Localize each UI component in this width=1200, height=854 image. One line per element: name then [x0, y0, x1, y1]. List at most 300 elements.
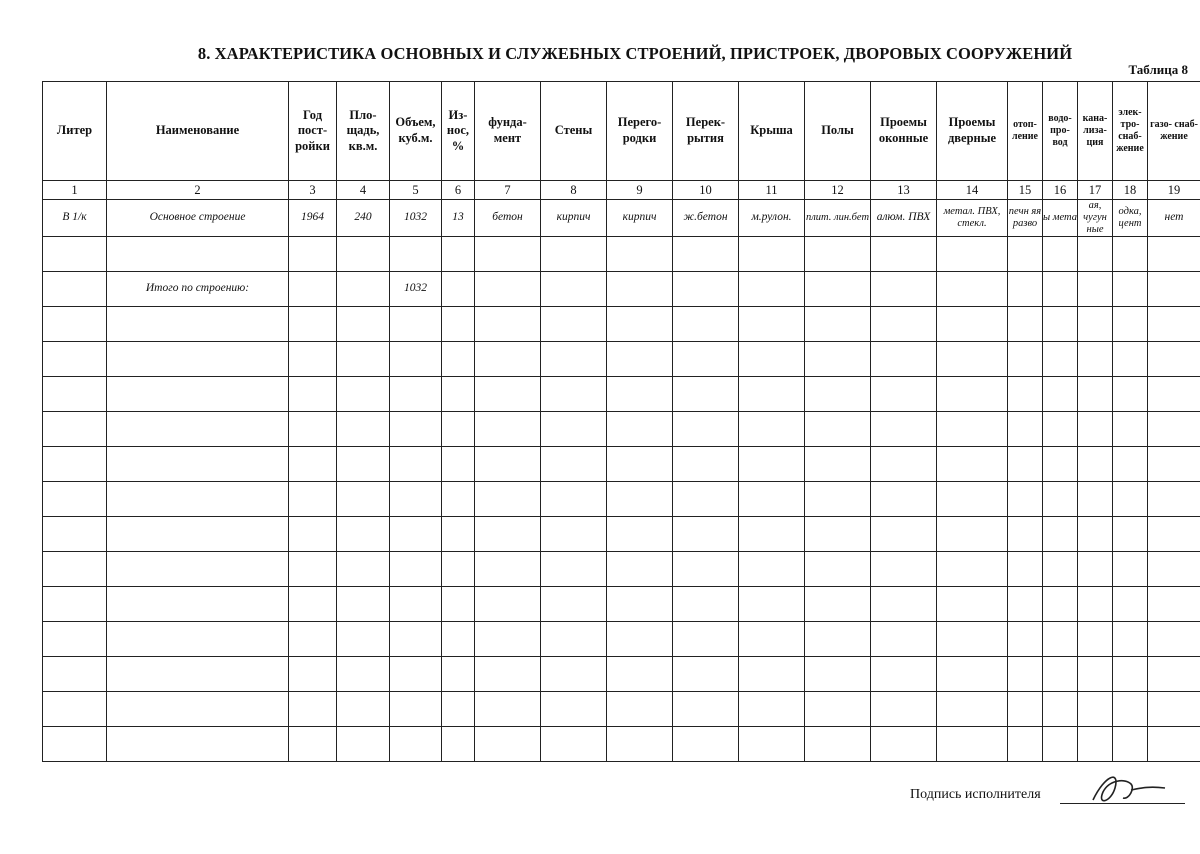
table-cell [1008, 272, 1043, 307]
table-cell [937, 342, 1008, 377]
table-cell [541, 377, 607, 412]
table-cell [289, 552, 337, 587]
column-number: 14 [937, 181, 1008, 200]
table-cell [673, 482, 739, 517]
table-cell [43, 342, 107, 377]
table-cell [1113, 657, 1148, 692]
table-cell [1043, 237, 1078, 272]
table-cell: ы мета [1043, 200, 1078, 237]
column-number: 3 [289, 181, 337, 200]
table-cell [1008, 237, 1043, 272]
table-cell [107, 517, 289, 552]
table-cell [107, 552, 289, 587]
table-cell [43, 622, 107, 657]
table-cell [673, 587, 739, 622]
table-cell [475, 692, 541, 727]
table-cell [541, 517, 607, 552]
table-cell [739, 587, 805, 622]
table-cell [475, 447, 541, 482]
table-cell [337, 552, 390, 587]
table-cell [289, 237, 337, 272]
table-cell [1148, 447, 1200, 482]
table-cell [937, 447, 1008, 482]
table-cell [937, 727, 1008, 762]
column-header: Проемы дверные [937, 82, 1008, 181]
table-cell [607, 622, 673, 657]
table-cell [1043, 657, 1078, 692]
table-cell [937, 482, 1008, 517]
table-row [43, 622, 1200, 657]
table-cell [739, 307, 805, 342]
table-cell [337, 447, 390, 482]
table-row [43, 377, 1200, 412]
table-cell [871, 237, 937, 272]
table-cell [475, 587, 541, 622]
table-cell [1113, 237, 1148, 272]
table-cell [107, 447, 289, 482]
table-cell [871, 377, 937, 412]
column-number: 2 [107, 181, 289, 200]
table-cell: метал. ПВХ, стекл. [937, 200, 1008, 237]
table-cell [871, 552, 937, 587]
column-number: 9 [607, 181, 673, 200]
table-cell [805, 482, 871, 517]
column-header: Перего- родки [607, 82, 673, 181]
table-cell [1113, 552, 1148, 587]
table-cell [1043, 727, 1078, 762]
table-cell [390, 552, 442, 587]
table-cell [607, 727, 673, 762]
table-cell [107, 342, 289, 377]
table-cell [1043, 307, 1078, 342]
table-cell [1043, 692, 1078, 727]
table-cell [1008, 727, 1043, 762]
table-cell [1078, 307, 1113, 342]
column-header: фунда- мент [475, 82, 541, 181]
table-cell [1043, 517, 1078, 552]
table-cell [475, 657, 541, 692]
table-row [43, 727, 1200, 762]
table-cell [607, 237, 673, 272]
table-cell [1113, 692, 1148, 727]
table-cell [1043, 272, 1078, 307]
table-cell [871, 727, 937, 762]
table-cell [289, 482, 337, 517]
table-cell [739, 272, 805, 307]
header-row [43, 82, 1200, 181]
table-cell [805, 237, 871, 272]
table-cell [541, 622, 607, 657]
table-row [43, 342, 1200, 377]
table-cell [871, 307, 937, 342]
table-cell [607, 482, 673, 517]
table-cell [541, 587, 607, 622]
table-cell [107, 587, 289, 622]
column-number: 13 [871, 181, 937, 200]
table-row [43, 447, 1200, 482]
table-cell [289, 657, 337, 692]
table-cell [805, 517, 871, 552]
column-header: Стены [541, 82, 607, 181]
table-cell [1148, 622, 1200, 657]
table-cell: 240 [337, 200, 390, 237]
table-cell [739, 552, 805, 587]
table-row [43, 482, 1200, 517]
column-number: 11 [739, 181, 805, 200]
table-cell [739, 377, 805, 412]
table-cell [1043, 447, 1078, 482]
table-cell [607, 692, 673, 727]
table-cell [673, 447, 739, 482]
table-cell [337, 657, 390, 692]
table-cell [442, 517, 475, 552]
table-row [43, 587, 1200, 622]
table-cell [390, 482, 442, 517]
table-cell: печн яя разво [1008, 200, 1043, 237]
table-cell [1008, 552, 1043, 587]
table-cell [673, 622, 739, 657]
signature-label: Подпись исполнителя [910, 787, 1041, 802]
table-cell: кирпич [541, 200, 607, 237]
table-cell: Итого по строению: [107, 272, 289, 307]
table-cell [1148, 342, 1200, 377]
table-cell [607, 342, 673, 377]
table-cell: 1032 [390, 200, 442, 237]
table-row [43, 552, 1200, 587]
table-cell [1008, 657, 1043, 692]
table-cell [475, 622, 541, 657]
table-cell [607, 377, 673, 412]
buildings-table [42, 81, 1200, 762]
table-cell [871, 482, 937, 517]
table-cell [1043, 412, 1078, 447]
table-cell [1113, 587, 1148, 622]
column-number: 5 [390, 181, 442, 200]
table-cell [1008, 307, 1043, 342]
column-number: 16 [1043, 181, 1078, 200]
table-cell [337, 587, 390, 622]
table-cell [442, 552, 475, 587]
column-header: Объем, куб.м. [390, 82, 442, 181]
table-cell [739, 692, 805, 727]
table-cell [475, 377, 541, 412]
table-cell [1113, 307, 1148, 342]
table-cell [337, 342, 390, 377]
table-cell [107, 237, 289, 272]
table-cell [673, 307, 739, 342]
table-cell [442, 412, 475, 447]
table-cell [937, 657, 1008, 692]
table-cell [541, 272, 607, 307]
table-cell [871, 447, 937, 482]
table-cell [1008, 447, 1043, 482]
table-cell [1113, 447, 1148, 482]
table-cell [43, 692, 107, 727]
table-cell [442, 657, 475, 692]
table-cell [289, 587, 337, 622]
table-cell [541, 657, 607, 692]
table-cell [673, 237, 739, 272]
table-cell [390, 727, 442, 762]
table-cell [871, 342, 937, 377]
table-cell [1113, 727, 1148, 762]
table-cell [1078, 272, 1113, 307]
table-cell [390, 307, 442, 342]
table-cell [673, 657, 739, 692]
table-cell [1078, 692, 1113, 727]
table-cell [1078, 727, 1113, 762]
column-header: Литер [43, 82, 107, 181]
table-cell [937, 237, 1008, 272]
table-cell [541, 447, 607, 482]
table-cell [607, 657, 673, 692]
table-row [43, 692, 1200, 727]
column-number: 19 [1148, 181, 1200, 200]
table-cell [541, 412, 607, 447]
column-header: Перек- рытия [673, 82, 739, 181]
table-cell [937, 272, 1008, 307]
table-cell [1008, 342, 1043, 377]
table-cell [673, 727, 739, 762]
table-cell [289, 272, 337, 307]
table-cell [107, 692, 289, 727]
table-cell [475, 342, 541, 377]
table-cell [289, 727, 337, 762]
table-cell [390, 377, 442, 412]
table-cell [805, 657, 871, 692]
table-cell [541, 482, 607, 517]
table-cell [1148, 377, 1200, 412]
table-cell [1148, 482, 1200, 517]
page-title: 8. ХАРАКТЕРИСТИКА ОСНОВНЫХ И СЛУЖЕБНЫХ СТРОЕНИЙ, ПРИСТРОЕК, ДВОРОВЫХ СООРУЖЕНИЙ [197, 44, 1073, 63]
table-cell: м.рулон. [739, 200, 805, 237]
table-label: Таблица 8 [1128, 62, 1188, 77]
table-cell [475, 727, 541, 762]
table-cell [107, 657, 289, 692]
column-header: Крыша [739, 82, 805, 181]
table-cell [673, 412, 739, 447]
table-cell [541, 552, 607, 587]
table-cell [871, 587, 937, 622]
table-cell [805, 342, 871, 377]
column-header: отоп- ление [1008, 82, 1043, 181]
column-number: 15 [1008, 181, 1043, 200]
table-cell [43, 657, 107, 692]
table-cell [607, 517, 673, 552]
table-cell [43, 307, 107, 342]
table-cell [937, 517, 1008, 552]
table-cell [871, 412, 937, 447]
table-cell: Основное строение [107, 200, 289, 237]
table-cell [805, 307, 871, 342]
table-cell: кирпич [607, 200, 673, 237]
table-cell [541, 342, 607, 377]
table-cell [607, 412, 673, 447]
table-cell [1008, 587, 1043, 622]
table-cell [390, 657, 442, 692]
table-cell [337, 412, 390, 447]
table-cell [541, 692, 607, 727]
table-cell [607, 272, 673, 307]
table-cell [289, 692, 337, 727]
column-number: 18 [1113, 181, 1148, 200]
table-cell [937, 377, 1008, 412]
table-cell [1043, 377, 1078, 412]
table-cell [1078, 552, 1113, 587]
table-cell [337, 727, 390, 762]
table-row [43, 657, 1200, 692]
table-cell [673, 272, 739, 307]
column-number: 8 [541, 181, 607, 200]
table-cell [1043, 622, 1078, 657]
table-cell [1043, 342, 1078, 377]
table-cell [739, 447, 805, 482]
table-cell [805, 587, 871, 622]
signature-mark [1085, 770, 1175, 810]
table-cell [289, 412, 337, 447]
column-number: 17 [1078, 181, 1113, 200]
table-cell [871, 622, 937, 657]
table-cell [937, 622, 1008, 657]
table-cell [289, 342, 337, 377]
column-header: Наименование [107, 82, 289, 181]
table-cell [475, 552, 541, 587]
table-cell [289, 447, 337, 482]
table-cell [1113, 412, 1148, 447]
table-cell [442, 482, 475, 517]
table-cell [607, 587, 673, 622]
table-cell [1148, 272, 1200, 307]
column-header: газо- снаб- жение [1148, 82, 1200, 181]
table-cell [937, 692, 1008, 727]
table-cell [541, 237, 607, 272]
table-cell [607, 447, 673, 482]
table-cell [390, 587, 442, 622]
table-cell: нет [1148, 200, 1200, 237]
table-cell [871, 272, 937, 307]
table-cell [1043, 552, 1078, 587]
table-cell [475, 237, 541, 272]
table-cell [1008, 412, 1043, 447]
table-cell [442, 342, 475, 377]
table-cell [739, 657, 805, 692]
column-header: Из- нос, % [442, 82, 475, 181]
column-header: водо- про- вод [1043, 82, 1078, 181]
table-cell [43, 447, 107, 482]
table-cell [107, 727, 289, 762]
table-cell [1078, 517, 1113, 552]
column-header: элек- тро- снаб- жение [1113, 82, 1148, 181]
table-cell [673, 342, 739, 377]
table-cell [43, 412, 107, 447]
column-header: кана- лиза- ция [1078, 82, 1113, 181]
table-cell [337, 692, 390, 727]
table-cell [390, 447, 442, 482]
table-cell [1043, 482, 1078, 517]
table-cell: 13 [442, 200, 475, 237]
table-cell: В 1/к [43, 200, 107, 237]
table-cell [937, 307, 1008, 342]
table-cell [337, 482, 390, 517]
table-cell [442, 727, 475, 762]
table-cell [43, 482, 107, 517]
table-cell [739, 727, 805, 762]
column-number: 1 [43, 181, 107, 200]
table-cell: бетон [475, 200, 541, 237]
table-cell [475, 482, 541, 517]
table-row [43, 412, 1200, 447]
table-cell [442, 587, 475, 622]
table-cell [805, 412, 871, 447]
table-cell [739, 412, 805, 447]
table-cell [475, 412, 541, 447]
table-cell [1113, 377, 1148, 412]
table-cell [1113, 342, 1148, 377]
table-cell [607, 552, 673, 587]
table-cell [1148, 307, 1200, 342]
table-cell [1148, 692, 1200, 727]
table-cell [1078, 447, 1113, 482]
table-cell [607, 307, 673, 342]
table-cell [673, 552, 739, 587]
column-number: 7 [475, 181, 541, 200]
table-cell [107, 482, 289, 517]
column-number: 10 [673, 181, 739, 200]
table-cell [475, 517, 541, 552]
table-cell [937, 552, 1008, 587]
table-cell [1148, 727, 1200, 762]
column-number-row [43, 181, 1200, 200]
table-cell [390, 342, 442, 377]
table-cell: алюм. ПВХ [871, 200, 937, 237]
table-cell [1148, 237, 1200, 272]
table-cell [442, 237, 475, 272]
table-row [43, 200, 1200, 237]
table-cell [43, 517, 107, 552]
table-cell [337, 517, 390, 552]
table-cell: 1964 [289, 200, 337, 237]
table-cell [673, 377, 739, 412]
table-cell [1148, 412, 1200, 447]
table-cell [442, 307, 475, 342]
table-cell [805, 377, 871, 412]
table-cell [1008, 517, 1043, 552]
table-cell [390, 517, 442, 552]
column-number: 4 [337, 181, 390, 200]
table-cell [337, 272, 390, 307]
table-cell [739, 482, 805, 517]
table-row [43, 307, 1200, 342]
table-cell [43, 727, 107, 762]
table-cell [871, 657, 937, 692]
column-number: 12 [805, 181, 871, 200]
table-cell [337, 307, 390, 342]
table-cell [739, 517, 805, 552]
table-row [43, 237, 1200, 272]
table-cell [107, 622, 289, 657]
table-cell [1078, 657, 1113, 692]
table-cell [442, 447, 475, 482]
table-cell [289, 307, 337, 342]
table-cell [1113, 622, 1148, 657]
table-cell [1008, 692, 1043, 727]
table-cell [1113, 482, 1148, 517]
table-cell [805, 622, 871, 657]
table-cell [107, 307, 289, 342]
table-cell [937, 587, 1008, 622]
table-cell [43, 552, 107, 587]
table-cell [1078, 622, 1113, 657]
